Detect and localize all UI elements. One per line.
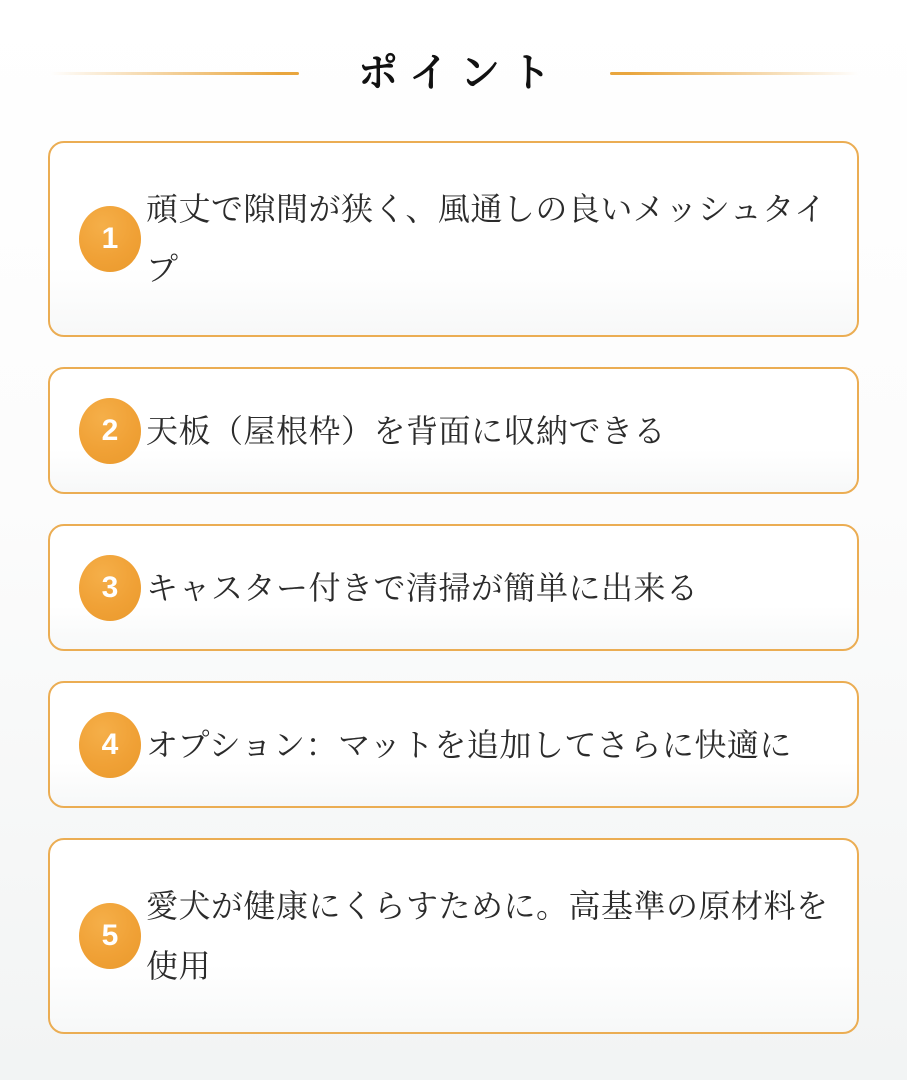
point-text: 頑丈で隙間が狭く、風通しの良いメッシュタイプ [146,191,827,287]
point-text: キャスター付きで清掃が簡単に出来る [146,569,699,606]
section-header [0,0,907,96]
point-text: 天板（屋根枠）を背面に収納できる [146,412,667,449]
point-card-2 [48,367,859,494]
point-number-badge: 3 [79,555,141,621]
point-number-badge: 2 [79,398,141,464]
point-card-5 [48,838,859,1034]
point-number-badge: 5 [79,903,141,969]
point-card-1 [48,141,859,337]
page-title: ポイント [358,51,562,95]
points-list [0,141,907,1034]
point-text: オプション：マットを追加してさらに快適に [146,726,792,763]
point-number-badge: 1 [79,206,141,272]
point-text: 愛犬が健康にくらすために。高基準の原材料を使用 [146,888,829,984]
point-card-4 [48,681,859,808]
point-number-badge: 4 [79,712,141,778]
header-divider-right [610,72,859,75]
point-card-3 [48,524,859,651]
header-divider-left [50,72,299,75]
